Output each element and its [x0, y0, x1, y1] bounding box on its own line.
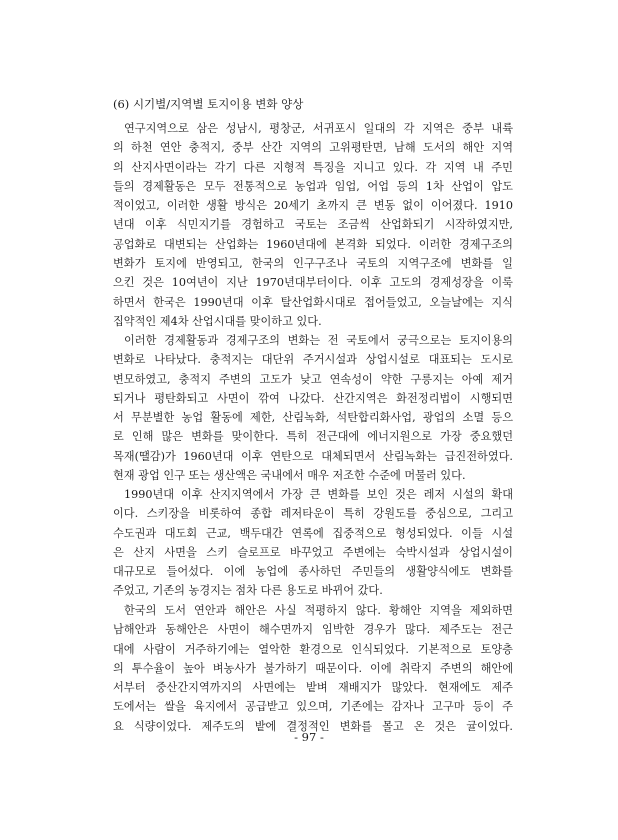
text-line: 한국의 도서 연안과 해안은 사실 적평하지 않다. 황해안 지역을 제외하면 — [124, 604, 513, 617]
text-line: 하면서 한국은 1990년대 이후 탈산업화시대로 접어들었고, 오늘날에는 지식 — [113, 295, 513, 309]
page-number: - 97 - — [294, 730, 324, 744]
text-line: 들의 경제활동은 모두 전통적으로 농업과 임업, 어업 등의 1차 산업이 압도 — [113, 179, 513, 193]
text-line: 되거나 평탄화되고 사면이 깎여 나갔다. 산간지역은 화전정리법이 시행되면 — [113, 391, 513, 405]
text-line: 로 인해 많은 변화를 맞이한다. 특히 전근대에 에너지원으로 가장 중요했던 — [113, 430, 513, 444]
text-line: 의 투수율이 높아 벼농사가 불가하기 때문이다. 이에 취락지 주변의 해안에 — [113, 661, 513, 675]
text-line: 집약적인 제4차 산업시대를 맞이하고 있다. — [113, 314, 322, 328]
text-line: 적이었고, 이러한 생활 방식은 20세기 초까지 큰 변동 없이 이어졌다. 1910 — [113, 199, 513, 213]
text-line: 요 식량이었다. 제주도의 밭에 결정적인 변화를 몰고 온 것은 귤이었다. — [113, 719, 513, 733]
text-line: 서부터 중산간지역까지의 사면에는 밭벼 재배지가 많았다. 현재에도 제주 — [113, 681, 513, 695]
text-line: 대규모로 들어섰다. 이에 농업에 종사하던 주민들의 생활양식에도 변화를 — [113, 565, 513, 579]
text-line: 도에서는 쌀을 육지에서 공급받고 있으며, 기존에는 감자나 고구마 등이 주 — [113, 700, 513, 714]
text-line: 서 무분별한 농업 활동에 제한, 산림녹화, 석탄합리화사업, 광업의 소멸 등으 — [113, 411, 513, 425]
text-line: 이다. 스키장을 비롯하여 종합 레저타운이 특히 강원도를 중심으로, 그리고 — [113, 507, 513, 521]
text-line: 1990년대 이후 산지지역에서 가장 큰 변화를 보인 것은 레저 시설의 확대 — [124, 488, 513, 501]
text-line: 변화가 토지에 반영되고, 한국의 인구구조나 국토의 지역구조에 변화를 일 — [113, 257, 513, 271]
text-line: 년대 이후 식민지기를 경험하고 국토는 조금씩 산업화되기 시작하였지만, — [113, 218, 513, 232]
text-line: 주었고, 기존의 농경지는 점차 다른 용도로 바뀌어 갔다. — [113, 584, 383, 598]
text-line: 의 하천 연안 충적지, 중부 산간 지역의 고위평탄면, 남해 도서의 해안 지역 — [113, 141, 513, 155]
text-line: 수도권과 대도회 근교, 백두대간 연록에 집중적으로 형성되었다. 이들 시설 — [113, 526, 513, 540]
text-line: 연구지역으로 삼은 성남시, 평창군, 서귀포시 일대의 각 지역은 중부 내륙 — [124, 122, 513, 135]
paragraph-4 — [113, 601, 513, 736]
paragraph-2 — [113, 331, 513, 485]
text-line: 목재(땔감)가 1960년대 이후 연탄으로 대체되면서 산림녹화는 급진전하였다. — [113, 449, 513, 463]
text-line: 의 산지사면이라는 각기 다른 지형적 특징을 지니고 있다. 각 지역 내 주민 — [113, 160, 513, 174]
section-heading: (6) 시기별/지역별 토지이용 변화 양상 — [113, 97, 304, 111]
text-line: 공업화로 대변되는 산업화는 1960년대에 본격화 되었다. 이러한 경제구조의 — [113, 237, 513, 251]
text-line: 으킨 것은 10여년이 지난 1970년대부터이다. 이후 고도의 경제성장을 이룩 — [113, 276, 513, 290]
text-line: 대에 사람이 거주하기에는 열악한 환경으로 인식되었다. 기본적으로 토양층 — [113, 642, 513, 656]
text-line: 남해안과 동해안은 사면이 해수면까지 임박한 경우가 많다. 제주도는 전근 — [113, 623, 513, 637]
text-line: 변모하였고, 충적지 주변의 고도가 낮고 연속성이 약한 구릉지는 아예 제거 — [113, 372, 513, 386]
paragraph-1 — [113, 119, 513, 331]
text-line: 현재 광업 인구 또는 생산액은 국내에서 매우 저조한 수준에 머물러 있다. — [113, 469, 466, 483]
text-line: 변화로 나타났다. 충적지는 대단위 주거시설과 상업시설로 대표되는 도시로 — [113, 353, 513, 367]
paragraph-3 — [113, 485, 513, 601]
text-line: 은 산지 사면을 스키 슬로프로 바꾸었고 주변에는 숙박시설과 상업시설이 — [113, 545, 513, 559]
text-line: 이러한 경제활동과 경제구조의 변화는 전 국토에서 궁극으로는 토지이용의 — [124, 334, 513, 347]
